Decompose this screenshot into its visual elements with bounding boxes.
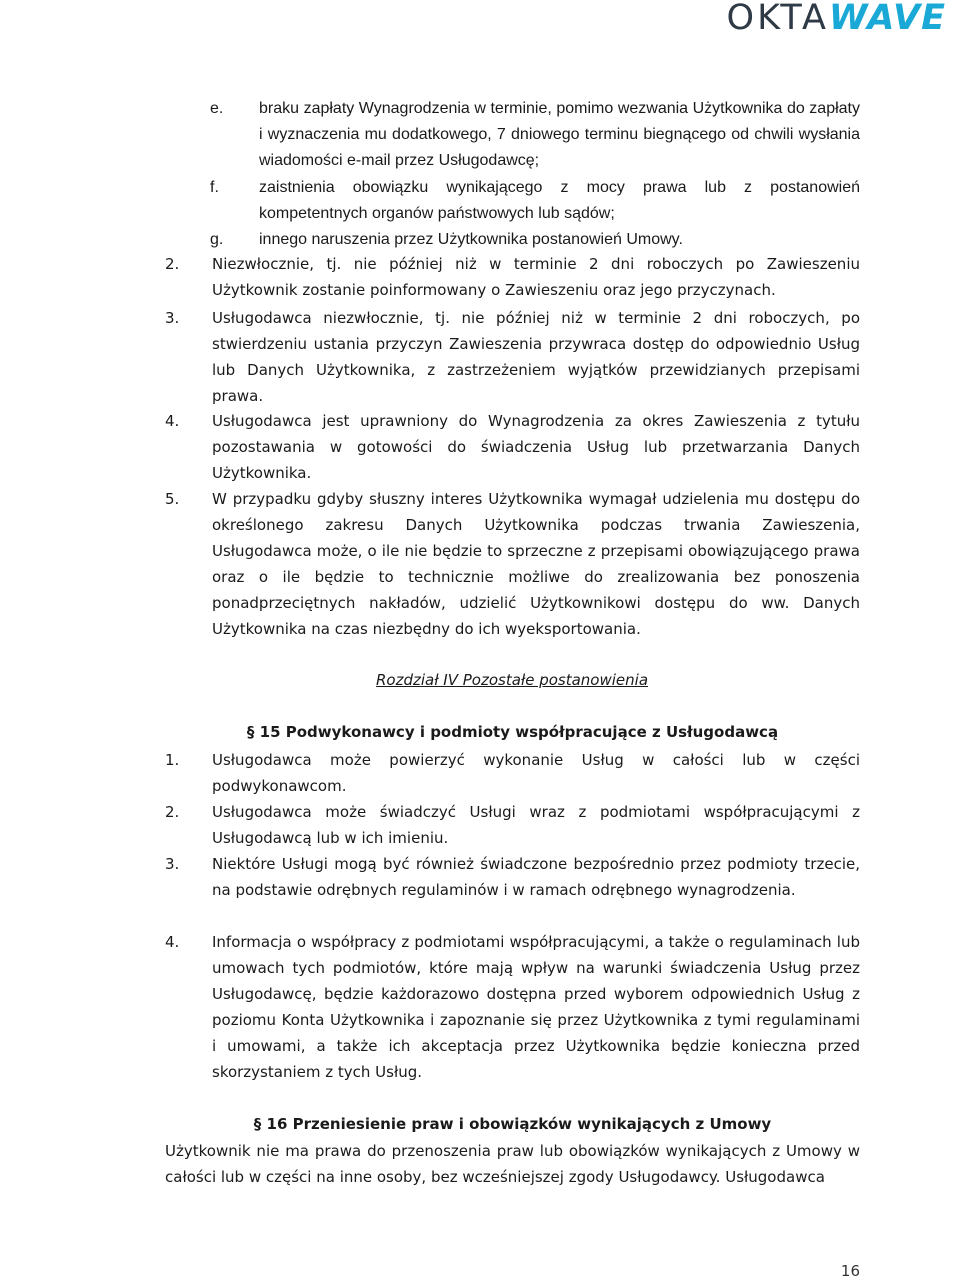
section-16-title: § 16 Przeniesienie praw i obowiązków wynikających z Umowy: [253, 1115, 772, 1133]
list-item-text: Usługodawca jest uprawniony do Wynagrodzenia za okres Zawieszenia z tytułu pozostawania w gotowości do świadczenia Usług lub przetwarzania Danych Użytkownika.: [212, 412, 860, 482]
list-item-text: innego naruszenia przez Użytkownika postanowień Umowy.: [259, 231, 683, 248]
list-item-text: Usługodawca może powierzyć wykonanie Usług w całości lub w części podwykonawcom.: [212, 751, 860, 795]
list-item-text: zaistnienia obowiązku wynikającego z mocy prawa lub z postanowień kompetentnych organów państwowych lub sądów;: [259, 179, 860, 222]
list-item-text: Usługodawca niezwłocznie, tj. nie później niż w terminie 2 dni roboczych, po stwierdzeniu ustania przyczyn Zawieszenia przywraca dostęp do odpowiednio Usług lub Danych Użytkownika, z zastrzeżeniem wyjątków przewidzianych przepisami prawa.: [212, 309, 860, 405]
list-marker: 4.: [165, 412, 180, 430]
list-marker: g.: [210, 231, 224, 248]
list-marker: 1.: [165, 751, 180, 769]
list-item-text: W przypadku gdyby słuszny interes Użytkownika wymagał udzielenia mu dostępu do określonego zakresu Danych Użytkownika podczas trwania Zawieszenia, Usługodawca może, o ile nie będzie to sprzeczne z przepisami obowiązującego prawa oraz o ile będzie to technicznie możliwe do zrealizowania bez ponoszenia ponadprzeciętnych nakładów, udzielić Użytkownikowi dostępu do ww. Danych Użytkownika na czas niezbędny do ich wyeksportowania.: [212, 490, 860, 638]
list-marker: e.: [210, 100, 224, 117]
chapter-title: Rozdział IV Pozostałe postanowienia: [375, 671, 649, 689]
list-marker: 2.: [165, 255, 180, 273]
list-marker: 3.: [165, 855, 180, 873]
list-item-text: Usługodawca może świadczyć Usługi wraz z podmiotami współpracującymi z Usługodawcą lub w ich imieniu.: [212, 803, 860, 847]
list-marker: 5.: [165, 490, 180, 508]
list-marker: f.: [210, 179, 219, 196]
section-16-paragraph: Użytkownik nie ma prawa do przenoszenia praw lub obowiązków wynikających z Umowy w całości lub w części na inne osoby, bez wcześniejszej zgody Usługodawcy. Usługodawca: [165, 1142, 860, 1186]
list-item-text: Informacja o współpracy z podmiotami współpracującymi, a także o regulaminach lub umowach tych podmiotów, które mają wpływ na warunki świadczenia Usług przez Usługodawcę, będzie każdorazowo dostępna przed wyborem odpowiednich Usług z poziomu Konta Użytkownika i zapoznanie się przez Użytkownika z tymi regulaminami i umowami, a także ich akceptacja przez Użytkownika będzie konieczna przed skorzystaniem z tych Usług.: [212, 933, 860, 1081]
list-marker: 2.: [165, 803, 180, 821]
list-item-text: braku zapłaty Wynagrodzenia w terminie, pomimo wezwania Użytkownika do zapłaty i wyznaczenia mu dodatkowego, 7 dniowego terminu biegnącego od chwili wysłania wiadomości e-mail przez Usługodawcę;: [259, 100, 860, 169]
oktawave-logo: OKTAWAVE: [726, 0, 946, 38]
list-item-text: Niezwłocznie, tj. nie później niż w terminie 2 dni roboczych po Zawieszeniu Użytkownik zostanie poinformowany o Zawieszeniu oraz jego przyczynach.: [212, 255, 860, 299]
list-item-text: Niektóre Usługi mogą być również świadczone bezpośrednio przez podmioty trzecie, na podstawie odrębnych regulaminów i w ramach odrębnego wynagrodzenia.: [212, 855, 860, 899]
section-15-title: § 15 Podwykonawcy i podmioty współpracujące z Usługodawcą: [246, 723, 779, 741]
list-marker: 4.: [165, 933, 180, 951]
list-marker: 3.: [165, 309, 180, 327]
page-number: 16: [840, 1262, 860, 1280]
